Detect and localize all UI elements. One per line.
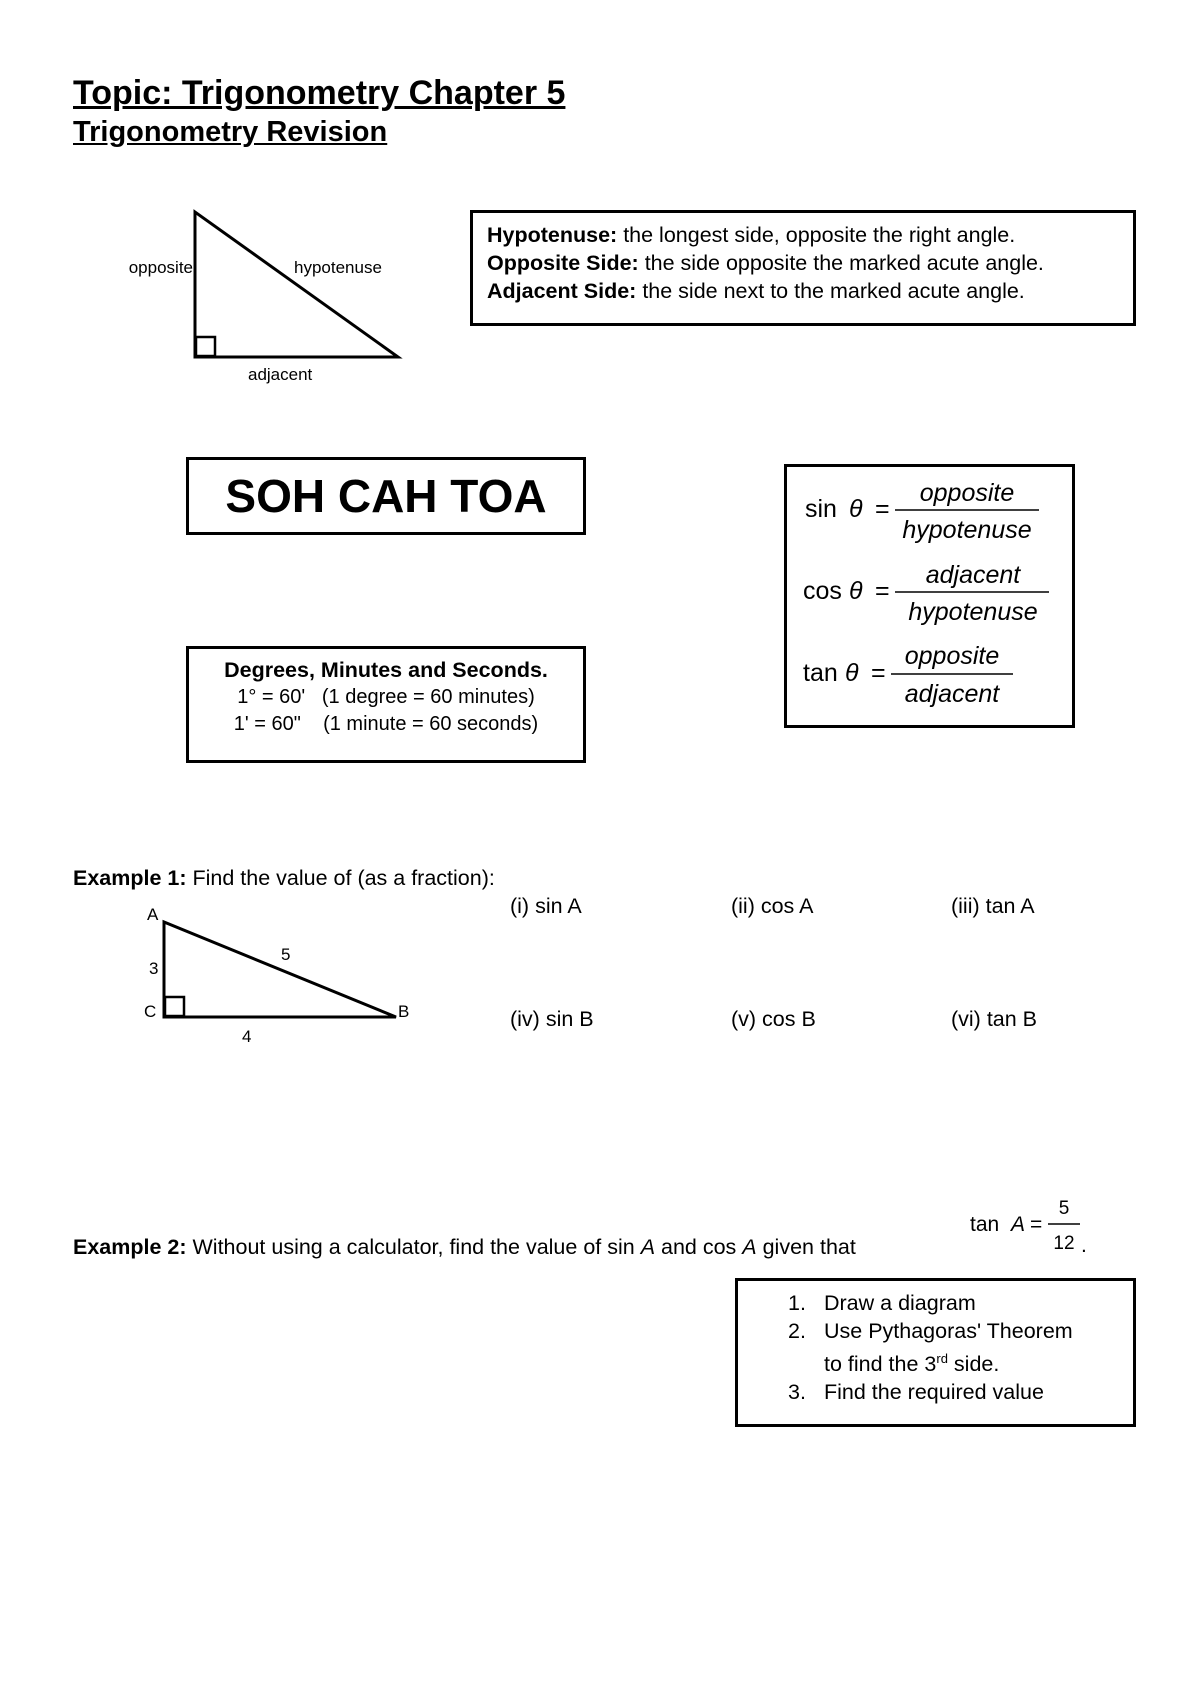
tan-fn: tan (970, 1213, 1000, 1236)
mnemonic-box: SOH CAH TOA (186, 457, 586, 535)
definition-term: Opposite Side: (487, 251, 639, 275)
dms-line-degrees: 1° = 60' (1 degree = 60 minutes) (237, 686, 535, 708)
trig-ratios-formulas (787, 467, 1072, 725)
vertex-label-b: B (398, 1002, 410, 1021)
given-tan-fraction (968, 1196, 1098, 1262)
degrees-minutes-seconds-box (186, 646, 586, 763)
dms-line-minutes: 1' = 60" (1 minute = 60 seconds) (233, 713, 539, 735)
definition-row (487, 221, 1119, 249)
question-ii: (ii) cos A (731, 894, 814, 918)
example-2-var: A (742, 1235, 757, 1259)
vertex-label-a: A (147, 905, 159, 924)
cosine-numerator: adjacent (925, 561, 1021, 589)
vertex-label-c: C (144, 1002, 157, 1021)
tangent-fn: tan (803, 659, 838, 687)
definition-text: the longest side, opposite the right angle. (617, 223, 1016, 247)
example-2-label: Example 2: (73, 1235, 187, 1259)
sine-formula (805, 479, 1039, 544)
step-item (788, 1289, 1133, 1317)
side-ab-length: 5 (281, 945, 291, 964)
page-subtitle: Trigonometry Revision (73, 116, 388, 148)
trig-ratios-box (784, 464, 1075, 728)
step-item (788, 1378, 1133, 1406)
sine-numerator: opposite (919, 479, 1015, 507)
right-angle-marker (165, 997, 184, 1016)
example-2-text-a: Without using a calculator, find the value of sin (186, 1235, 641, 1259)
step-text: Draw a diagram (824, 1291, 976, 1315)
step-continuation (788, 1345, 1133, 1378)
cosine-fn: cos (803, 577, 842, 605)
fraction-period: . (1081, 1234, 1087, 1257)
step-text: Use Pythagoras' Theorem (824, 1319, 1073, 1343)
steps-box (735, 1278, 1136, 1427)
definition-row (487, 249, 1119, 277)
step-number: 2. (788, 1319, 806, 1343)
example-1-prompt (73, 866, 495, 891)
tangent-numerator: opposite (904, 642, 1000, 670)
sine-fn: sin (805, 495, 837, 523)
triangle-outline (164, 922, 396, 1017)
opposite-label: opposite (128, 258, 193, 277)
definition-row (487, 277, 1119, 305)
theta-symbol: θ (845, 659, 859, 687)
sine-denominator: hypotenuse (902, 516, 1032, 544)
tan-var: A (1011, 1213, 1026, 1236)
example-1-triangle (140, 900, 420, 1050)
example-2-var: A (640, 1235, 656, 1259)
definition-term: Hypotenuse: (487, 223, 618, 247)
fraction-numerator: 5 (1058, 1198, 1070, 1219)
triangle-outline (195, 212, 398, 357)
equals-sign: = (871, 659, 886, 687)
tangent-denominator: adjacent (904, 680, 1000, 708)
definitions-box (470, 210, 1136, 326)
example-1-label: Example 1: (73, 866, 187, 890)
example-2-text-b: and cos (655, 1235, 743, 1259)
question-iv: (iv) sin B (510, 1007, 594, 1031)
theta-symbol: θ (849, 577, 863, 605)
step-text: Find the required value (824, 1380, 1044, 1405)
adjacent-label: adjacent (248, 365, 313, 384)
equals-sign: = (1030, 1213, 1043, 1236)
fraction-denominator: 12 (1053, 1233, 1075, 1254)
definition-term: Adjacent Side: (487, 279, 637, 303)
labelled-triangle-diagram (110, 200, 420, 390)
ordinal-suffix: rd (936, 1351, 948, 1366)
theta-symbol: θ (849, 495, 863, 523)
tangent-formula (803, 642, 1013, 708)
cosine-formula (803, 561, 1049, 626)
equals-sign: = (875, 577, 890, 605)
side-cb-length: 4 (242, 1027, 252, 1046)
equals-sign: = (875, 495, 890, 523)
page-title: Topic: Trigonometry Chapter 5 (73, 74, 566, 112)
question-i: (i) sin A (510, 894, 582, 918)
step-item (788, 1317, 1133, 1345)
hypotenuse-label: hypotenuse (294, 258, 382, 277)
example-2-prompt (73, 1235, 856, 1260)
step-number: 3. (788, 1380, 806, 1405)
example-1-text: Find the value of (as a fraction): (186, 866, 495, 890)
question-vi: (vi) tan B (951, 1007, 1038, 1031)
side-ac-length: 3 (149, 959, 159, 978)
dms-heading: Degrees, Minutes and Seconds. (224, 658, 548, 682)
cosine-denominator: hypotenuse (908, 598, 1038, 626)
definition-text: the side next to the marked acute angle. (636, 279, 1025, 303)
step-number: 1. (788, 1291, 806, 1315)
example-2-text-c: given that (756, 1235, 856, 1259)
step-text: side. (947, 1352, 1000, 1377)
definition-text: the side opposite the marked acute angle. (638, 251, 1044, 275)
step-text: to find the 3 (824, 1352, 937, 1377)
question-iii: (iii) tan A (951, 894, 1035, 918)
right-angle-marker (196, 337, 215, 356)
question-v: (v) cos B (731, 1007, 816, 1031)
